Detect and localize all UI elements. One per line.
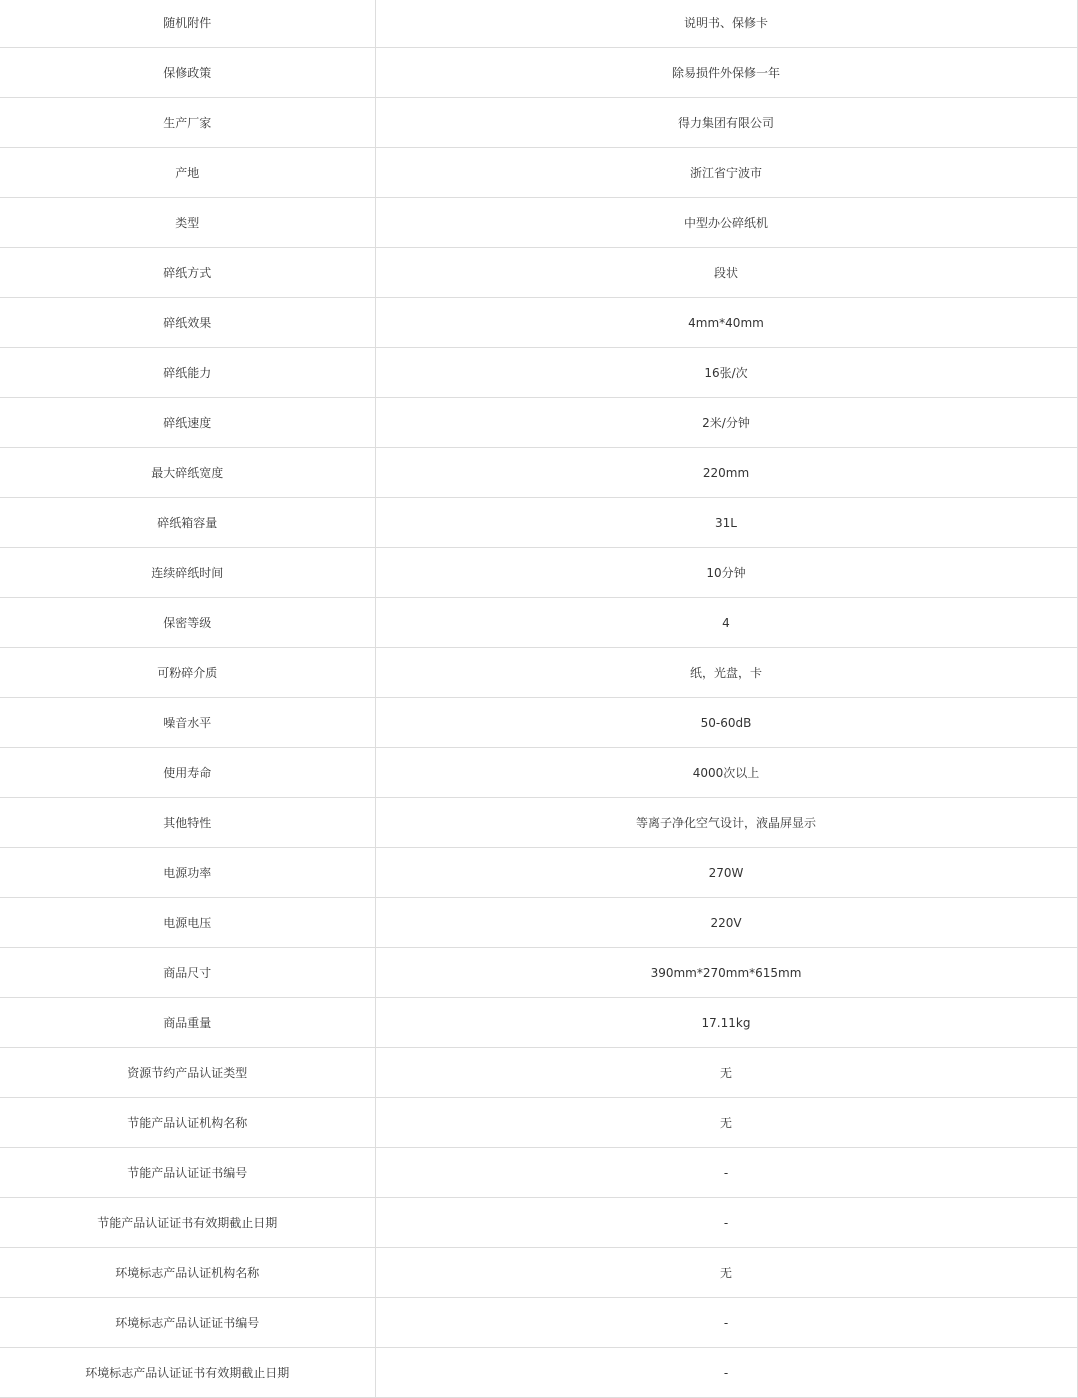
table-row xyxy=(0,1298,1077,1348)
spec-label: 连续碎纸时间 xyxy=(0,548,375,598)
spec-value: 220V xyxy=(375,898,1077,948)
table-row xyxy=(0,98,1077,148)
spec-value: - xyxy=(375,1298,1077,1348)
spec-label: 电源电压 xyxy=(0,898,375,948)
table-row xyxy=(0,998,1077,1048)
spec-value: 无 xyxy=(375,1048,1077,1098)
spec-label: 环境标志产品认证机构名称 xyxy=(0,1248,375,1298)
spec-value: 中型办公碎纸机 xyxy=(375,198,1077,248)
table-row xyxy=(0,948,1077,998)
table-row xyxy=(0,898,1077,948)
table-row xyxy=(0,848,1077,898)
spec-label: 产地 xyxy=(0,148,375,198)
table-row xyxy=(0,248,1077,298)
spec-label: 碎纸能力 xyxy=(0,348,375,398)
spec-label: 环境标志产品认证证书有效期截止日期 xyxy=(0,1348,375,1398)
table-row xyxy=(0,698,1077,748)
table-row xyxy=(0,398,1077,448)
table-row xyxy=(0,448,1077,498)
spec-value: 除易损件外保修一年 xyxy=(375,48,1077,98)
spec-label: 使用寿命 xyxy=(0,748,375,798)
table-row xyxy=(0,1198,1077,1248)
spec-value: 纸，光盘，卡 xyxy=(375,648,1077,698)
spec-label: 其他特性 xyxy=(0,798,375,848)
spec-value: 得力集团有限公司 xyxy=(375,98,1077,148)
spec-label: 保密等级 xyxy=(0,598,375,648)
spec-label: 环境标志产品认证证书编号 xyxy=(0,1298,375,1348)
spec-label: 商品尺寸 xyxy=(0,948,375,998)
table-row xyxy=(0,748,1077,798)
spec-label: 碎纸箱容量 xyxy=(0,498,375,548)
spec-label: 类型 xyxy=(0,198,375,248)
table-row xyxy=(0,148,1077,198)
spec-value: 270W xyxy=(375,848,1077,898)
table-row xyxy=(0,298,1077,348)
spec-label: 节能产品认证证书有效期截止日期 xyxy=(0,1198,375,1248)
table-row xyxy=(0,348,1077,398)
spec-label: 碎纸速度 xyxy=(0,398,375,448)
spec-value: 17.11kg xyxy=(375,998,1077,1048)
table-row xyxy=(0,798,1077,848)
spec-label: 生产厂家 xyxy=(0,98,375,148)
spec-label: 碎纸效果 xyxy=(0,298,375,348)
spec-value: 220mm xyxy=(375,448,1077,498)
table-row xyxy=(0,1248,1077,1298)
table-row xyxy=(0,0,1077,48)
spec-label: 保修政策 xyxy=(0,48,375,98)
spec-label: 碎纸方式 xyxy=(0,248,375,298)
table-row xyxy=(0,1348,1077,1398)
spec-label: 商品重量 xyxy=(0,998,375,1048)
spec-label: 节能产品认证机构名称 xyxy=(0,1098,375,1148)
spec-label: 可粉碎介质 xyxy=(0,648,375,698)
spec-value: 16张/次 xyxy=(375,348,1077,398)
spec-value: 说明书、保修卡 xyxy=(375,0,1077,48)
spec-value: 段状 xyxy=(375,248,1077,298)
spec-value: 31L xyxy=(375,498,1077,548)
spec-label: 电源功率 xyxy=(0,848,375,898)
table-row xyxy=(0,48,1077,98)
spec-value: - xyxy=(375,1348,1077,1398)
spec-value: 等离子净化空气设计，液晶屏显示 xyxy=(375,798,1077,848)
table-row xyxy=(0,1048,1077,1098)
spec-value: 浙江省宁波市 xyxy=(375,148,1077,198)
spec-value: 无 xyxy=(375,1098,1077,1148)
spec-value: 2米/分钟 xyxy=(375,398,1077,448)
spec-value: 10分钟 xyxy=(375,548,1077,598)
spec-value: 4mm*40mm xyxy=(375,298,1077,348)
spec-value: 4000次以上 xyxy=(375,748,1077,798)
table-row xyxy=(0,648,1077,698)
spec-value: - xyxy=(375,1148,1077,1198)
spec-value: 4 xyxy=(375,598,1077,648)
spec-label: 最大碎纸宽度 xyxy=(0,448,375,498)
spec-label: 噪音水平 xyxy=(0,698,375,748)
table-row xyxy=(0,198,1077,248)
table-row xyxy=(0,498,1077,548)
spec-value: 390mm*270mm*615mm xyxy=(375,948,1077,998)
spec-label: 资源节约产品认证类型 xyxy=(0,1048,375,1098)
spec-value: 50-60dB xyxy=(375,698,1077,748)
table-row xyxy=(0,1148,1077,1198)
table-row xyxy=(0,548,1077,598)
spec-label: 随机附件 xyxy=(0,0,375,48)
table-row xyxy=(0,598,1077,648)
spec-value: 无 xyxy=(375,1248,1077,1298)
spec-value: - xyxy=(375,1198,1077,1248)
table-row xyxy=(0,1098,1077,1148)
spec-label: 节能产品认证证书编号 xyxy=(0,1148,375,1198)
